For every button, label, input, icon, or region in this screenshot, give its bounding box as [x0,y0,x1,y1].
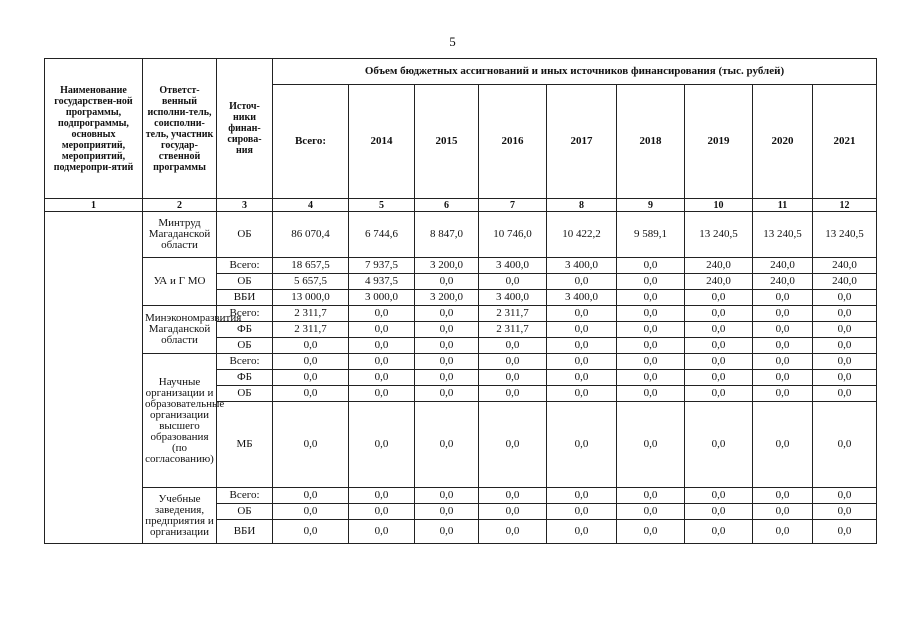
total-value: 0,0 [273,338,349,354]
year-value: 2 311,7 [479,306,547,322]
year-value: 0,0 [547,338,617,354]
year-value: 240,0 [813,258,877,274]
year-value: 0,0 [547,322,617,338]
year-value: 0,0 [813,354,877,370]
header-year: 2020 [753,85,813,199]
year-value: 0,0 [753,354,813,370]
year-value: 0,0 [813,488,877,504]
year-value: 0,0 [753,520,813,544]
year-value: 0,0 [479,338,547,354]
header-year: 2014 [349,85,415,199]
year-value: 0,0 [415,402,479,488]
year-value: 0,0 [753,402,813,488]
index-cell: 6 [415,199,479,212]
organization-name: Научные организации и образовательные организации высшего образования (по согласованию) [143,354,217,488]
year-value: 0,0 [415,504,479,520]
organization-name: Минтруд Магаданской области [143,212,217,258]
year-value: 0,0 [617,274,685,290]
year-value: 0,0 [685,354,753,370]
total-value: 0,0 [273,402,349,488]
year-value: 0,0 [349,488,415,504]
year-value: 0,0 [415,274,479,290]
year-value: 3 400,0 [547,290,617,306]
year-value: 0,0 [547,354,617,370]
year-value: 0,0 [685,306,753,322]
year-value: 0,0 [813,290,877,306]
organization-name: Минэкономразвития Магаданской области [143,306,217,354]
funding-source: ВБИ [217,520,273,544]
year-value: 0,0 [753,504,813,520]
year-value: 0,0 [479,504,547,520]
header-year: 2021 [813,85,877,199]
year-value: 2 311,7 [479,322,547,338]
funding-source: ОБ [217,386,273,402]
index-cell: 1 [45,199,143,212]
year-value: 0,0 [349,306,415,322]
table-row [45,306,877,322]
year-value: 0,0 [617,354,685,370]
total-value: 5 657,5 [273,274,349,290]
year-value: 0,0 [349,520,415,544]
year-value: 0,0 [685,488,753,504]
year-value: 0,0 [617,306,685,322]
year-value: 0,0 [415,520,479,544]
funding-source: Всего: [217,258,273,274]
year-value: 0,0 [753,306,813,322]
header-responsible: Ответст-венный исполни-тель, соисполни-тель, участник государ-ственной программы [143,59,217,199]
table-row [45,354,877,370]
total-value: 0,0 [273,386,349,402]
funding-source: ОБ [217,338,273,354]
year-value: 240,0 [753,274,813,290]
funding-source: Всего: [217,306,273,322]
year-value: 0,0 [617,290,685,306]
year-value: 0,0 [685,322,753,338]
year-value: 3 000,0 [349,290,415,306]
year-value: 10 746,0 [479,212,547,258]
year-value: 0,0 [415,386,479,402]
year-value: 0,0 [617,520,685,544]
index-cell: 2 [143,199,217,212]
year-value: 9 589,1 [617,212,685,258]
funding-source: ОБ [217,274,273,290]
year-value: 13 240,5 [753,212,813,258]
year-value: 0,0 [753,322,813,338]
year-value: 3 400,0 [547,258,617,274]
year-value: 240,0 [685,258,753,274]
year-value: 0,0 [349,370,415,386]
year-value: 13 240,5 [813,212,877,258]
year-value: 0,0 [415,370,479,386]
header-year: 2018 [617,85,685,199]
year-value: 0,0 [415,488,479,504]
year-value: 0,0 [349,322,415,338]
year-value: 3 400,0 [479,258,547,274]
index-cell: 3 [217,199,273,212]
year-value: 0,0 [349,386,415,402]
budget-table [44,58,877,544]
year-value: 3 200,0 [415,290,479,306]
header-total: Всего: [273,85,349,199]
header-funding-group: Объем бюджетных ассигнований и иных источников финансирования (тыс. рублей) [273,59,877,85]
year-value: 0,0 [753,338,813,354]
year-value: 0,0 [547,402,617,488]
header-source: Источ-ники финан-сирова-ния [217,59,273,199]
year-value: 0,0 [547,370,617,386]
year-value: 0,0 [479,274,547,290]
year-value: 0,0 [685,386,753,402]
year-value: 0,0 [617,488,685,504]
total-value: 2 311,7 [273,306,349,322]
year-value: 0,0 [813,386,877,402]
year-value: 4 937,5 [349,274,415,290]
year-value: 0,0 [685,402,753,488]
year-value: 0,0 [617,258,685,274]
program-name-cell [45,212,143,544]
year-value: 0,0 [415,322,479,338]
year-value: 0,0 [415,354,479,370]
year-value: 0,0 [813,402,877,488]
year-value: 3 200,0 [415,258,479,274]
index-cell: 11 [753,199,813,212]
year-value: 0,0 [685,520,753,544]
page-number: 5 [449,34,456,49]
funding-source: Всего: [217,488,273,504]
year-value: 0,0 [479,402,547,488]
year-value: 0,0 [349,354,415,370]
funding-source: ВБИ [217,290,273,306]
index-cell: 8 [547,199,617,212]
table-row [45,212,877,258]
year-value: 0,0 [617,386,685,402]
funding-source: ОБ [217,504,273,520]
funding-source: ОБ [217,212,273,258]
year-value: 0,0 [547,504,617,520]
funding-source: Всего: [217,354,273,370]
total-value: 0,0 [273,520,349,544]
year-value: 0,0 [547,520,617,544]
header-year: 2015 [415,85,479,199]
year-value: 0,0 [415,338,479,354]
year-value: 0,0 [813,520,877,544]
year-value: 240,0 [685,274,753,290]
year-value: 0,0 [685,370,753,386]
year-value: 0,0 [685,504,753,520]
year-value: 0,0 [753,290,813,306]
year-value: 0,0 [813,370,877,386]
year-value: 240,0 [753,258,813,274]
year-value: 0,0 [479,488,547,504]
year-value: 0,0 [813,306,877,322]
year-value: 0,0 [685,338,753,354]
year-value: 0,0 [479,386,547,402]
year-value: 0,0 [617,504,685,520]
year-value: 0,0 [617,338,685,354]
year-value: 0,0 [617,322,685,338]
header-year: 2019 [685,85,753,199]
year-value: 0,0 [685,290,753,306]
year-value: 0,0 [753,488,813,504]
year-value: 0,0 [479,370,547,386]
year-value: 3 400,0 [479,290,547,306]
index-cell: 5 [349,199,415,212]
total-value: 0,0 [273,354,349,370]
total-value: 86 070,4 [273,212,349,258]
year-value: 0,0 [479,354,547,370]
total-value: 13 000,0 [273,290,349,306]
header-program-name: Наименование государствен-ной программы, подпрограммы, основных мероприятий, мероприятий, подмеропри-ятий [45,59,143,199]
header-year: 2017 [547,85,617,199]
year-value: 0,0 [547,274,617,290]
index-cell: 9 [617,199,685,212]
year-value: 0,0 [753,386,813,402]
year-value: 0,0 [617,370,685,386]
organization-name: Учебные заведения, предприятия и организации [143,488,217,544]
year-value: 0,0 [415,306,479,322]
index-cell: 12 [813,199,877,212]
year-value: 0,0 [547,306,617,322]
year-value: 0,0 [547,386,617,402]
year-value: 6 744,6 [349,212,415,258]
year-value: 0,0 [547,488,617,504]
index-cell: 4 [273,199,349,212]
header-year: 2016 [479,85,547,199]
organization-name: УА и Г МО [143,258,217,306]
total-value: 18 657,5 [273,258,349,274]
funding-source: МБ [217,402,273,488]
year-value: 10 422,2 [547,212,617,258]
year-value: 8 847,0 [415,212,479,258]
total-value: 0,0 [273,488,349,504]
year-value: 0,0 [813,322,877,338]
year-value: 0,0 [753,370,813,386]
index-cell: 10 [685,199,753,212]
year-value: 13 240,5 [685,212,753,258]
year-value: 0,0 [349,338,415,354]
year-value: 0,0 [813,338,877,354]
year-value: 0,0 [813,504,877,520]
year-value: 0,0 [617,402,685,488]
total-value: 0,0 [273,504,349,520]
table-row [45,258,877,274]
year-value: 240,0 [813,274,877,290]
year-value: 0,0 [349,504,415,520]
table-row [45,488,877,504]
total-value: 2 311,7 [273,322,349,338]
year-value: 7 937,5 [349,258,415,274]
year-value: 0,0 [479,520,547,544]
total-value: 0,0 [273,370,349,386]
index-row [45,199,877,212]
funding-source: ФБ [217,370,273,386]
year-value: 0,0 [349,402,415,488]
funding-source: ФБ [217,322,273,338]
index-cell: 7 [479,199,547,212]
